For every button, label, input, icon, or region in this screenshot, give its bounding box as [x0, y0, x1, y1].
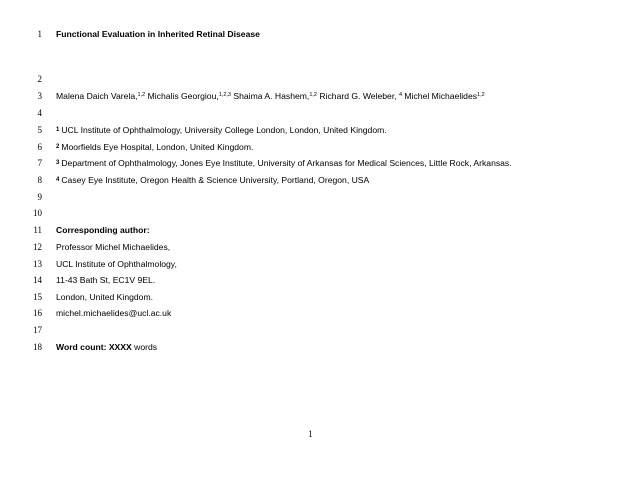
- manuscript-line: [0, 223, 621, 237]
- affiliation-text: UCL Institute of Ophthalmology, University College London, London, United Kingdom.: [61, 125, 387, 135]
- manuscript-line: [0, 140, 621, 154]
- author-name: Malena Daich Varela,: [56, 91, 138, 101]
- page-number: 1: [308, 429, 313, 439]
- line-number: 17: [33, 325, 42, 335]
- line-number: 2: [37, 74, 42, 84]
- author-affiliation-marker: 4: [398, 92, 403, 98]
- affiliation-number: 1: [56, 127, 60, 133]
- manuscript-line: [0, 27, 621, 41]
- line-number: 8: [37, 175, 42, 185]
- correspondence-line: UCL Institute of Ophthalmology,: [56, 259, 177, 269]
- manuscript-line: [0, 190, 621, 204]
- manuscript-line: [0, 257, 621, 271]
- author-name: Richard G. Weleber,: [316, 91, 397, 101]
- correspondence-line: Professor Michel Michaelides,: [56, 242, 171, 252]
- author-name: Michalis Georgiou,: [145, 91, 219, 101]
- author-affiliation-marker: 1,2: [477, 92, 485, 98]
- author-affiliation-marker: 1,2,3: [218, 92, 231, 98]
- line-number: 14: [33, 275, 42, 285]
- manuscript-line: [0, 156, 621, 170]
- line-number: 13: [33, 259, 42, 269]
- manuscript-line: [0, 340, 621, 354]
- affiliation: [56, 140, 253, 154]
- correspondence-line: London, United Kingdom.: [56, 292, 153, 302]
- paper-title: Functional Evaluation in Inherited Retinal Disease: [56, 29, 260, 39]
- line-number: 6: [37, 142, 42, 152]
- affiliation-number: 3: [56, 160, 60, 166]
- line-number: 11: [33, 225, 42, 235]
- line-number: 18: [33, 342, 42, 352]
- manuscript-line: [0, 173, 621, 187]
- affiliation-number: 2: [56, 144, 60, 150]
- correspondence-line: 11-43 Bath St, EC1V 9EL.: [56, 275, 156, 285]
- affiliation-number: 4: [56, 177, 60, 183]
- manuscript-line: [0, 306, 621, 320]
- line-number: 12: [33, 242, 42, 252]
- affiliation-text: Casey Eye Institute, Oregon Health & Science University, Portland, Oregon, USA: [61, 175, 370, 185]
- manuscript-line: [0, 89, 621, 103]
- manuscript-line: [0, 240, 621, 254]
- corresponding-author-heading: Corresponding author:: [56, 225, 150, 235]
- manuscript-line: [0, 106, 621, 120]
- affiliation-text: Department of Ophthalmology, Jones Eye Institute, University of Arkansas for Medical Sciences, Little Rock, Arkansas.: [61, 158, 512, 168]
- line-number: 4: [37, 108, 42, 118]
- affiliation: [56, 173, 369, 187]
- line-number: 3: [37, 91, 42, 101]
- affiliation-text: Moorfields Eye Hospital, London, United Kingdom.: [61, 142, 254, 152]
- word-count: [56, 340, 157, 354]
- manuscript-line: [0, 290, 621, 304]
- line-number: 1: [37, 29, 42, 39]
- manuscript-line: [0, 206, 621, 220]
- manuscript-line: [0, 123, 621, 137]
- correspondence-email: michel.michaelides@ucl.ac.uk: [56, 308, 172, 318]
- author-list: [56, 89, 485, 103]
- line-number: 15: [33, 292, 42, 302]
- manuscript-line: [0, 72, 621, 86]
- author-affiliation-marker: 1,2: [137, 92, 146, 98]
- line-number: 16: [33, 308, 42, 318]
- author-name: Shaima A. Hashem,: [230, 91, 310, 101]
- line-number: 10: [33, 208, 42, 218]
- line-number: 9: [37, 192, 42, 202]
- author-name: Michel Michaelides: [402, 91, 478, 101]
- manuscript-line: [0, 323, 621, 337]
- manuscript-line: [0, 273, 621, 287]
- word-count-label: Word count: XXXX: [56, 342, 132, 352]
- affiliation: [56, 123, 387, 137]
- affiliation: [56, 156, 512, 170]
- line-number: 7: [37, 158, 42, 168]
- author-affiliation-marker: 1,2: [309, 92, 317, 98]
- word-count-suffix: words: [131, 342, 158, 352]
- line-number: 5: [37, 125, 42, 135]
